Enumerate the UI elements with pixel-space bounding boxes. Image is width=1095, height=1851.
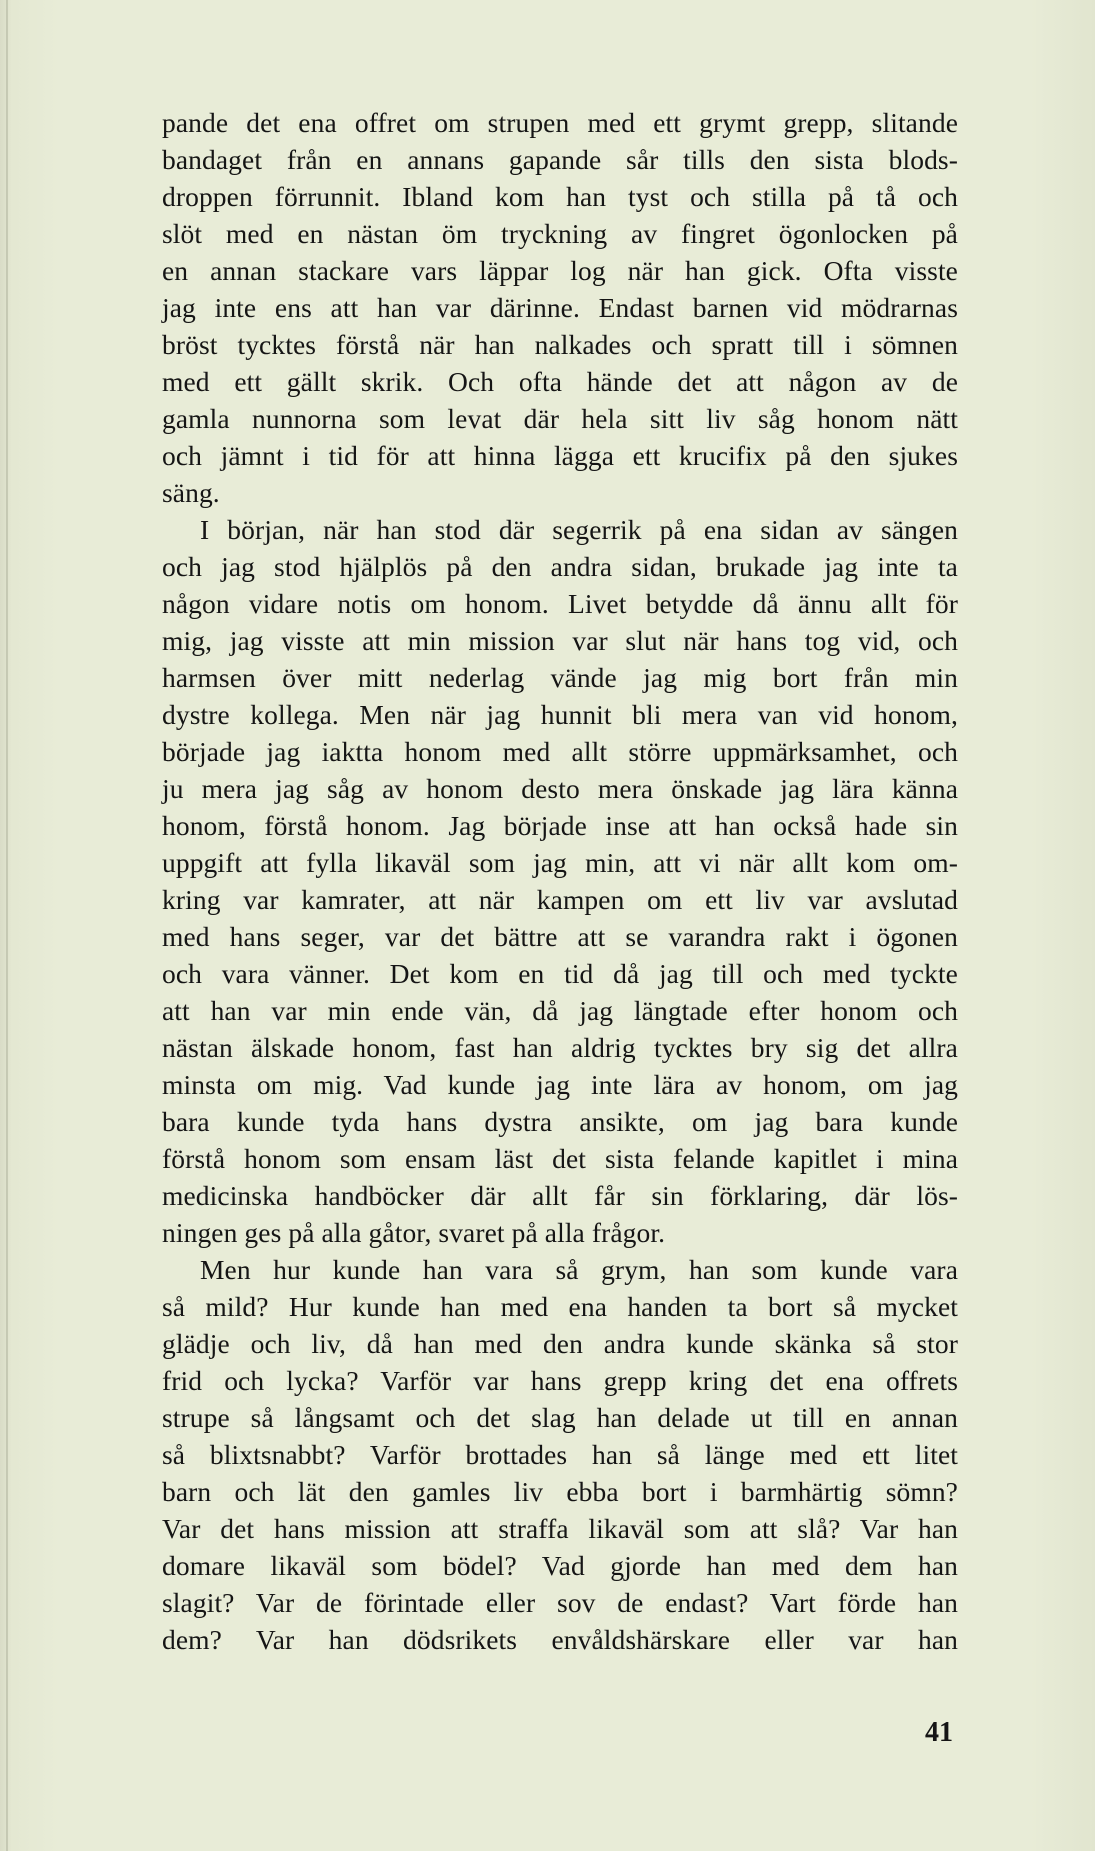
text-line: så blixtsnabbt? Varför brottades han så länge med ett litet	[162, 1439, 958, 1470]
text-line: och vara vänner. Det kom en tid då jag till och med tyckte	[162, 958, 958, 989]
text-line: honom, förstå honom. Jag började inse att han också hade sin	[162, 810, 958, 841]
text-line: att han var min ende vän, då jag längtade efter honom och	[162, 995, 958, 1026]
text-line: strupe så långsamt och det slag han delade ut till en annan	[162, 1402, 958, 1433]
text-line: dem? Var han dödsrikets envåldshärskare eller var han	[162, 1624, 958, 1655]
text-line: domare likaväl som bödel? Vad gjorde han med dem han	[162, 1550, 958, 1581]
page-gutter-edge	[6, 0, 8, 1851]
text-line: I början, när han stod där segerrik på ena sidan av sängen	[200, 514, 958, 545]
text-line: Var det hans mission att straffa likaväl som att slå? Var han	[162, 1513, 958, 1544]
text-line: dystre kollega. Men när jag hunnit bli mera van vid honom,	[162, 699, 958, 730]
text-line: nästan älskade honom, fast han aldrig tycktes bry sig det allra	[162, 1032, 958, 1063]
text-line: säng.	[162, 477, 220, 508]
text-line: barn och lät den gamles liv ebba bort i barmhärtig sömn?	[162, 1476, 958, 1507]
text-line: jag inte ens att han var därinne. Endast barnen vid mödrarnas	[162, 292, 958, 323]
text-line: Men hur kunde han vara så grym, han som kunde vara	[200, 1254, 958, 1285]
text-line: mig, jag visste att min mission var slut när hans tog vid, och	[162, 625, 958, 656]
text-line: medicinska handböcker där allt får sin förklaring, där lös-	[162, 1180, 958, 1211]
text-line: någon vidare notis om honom. Livet betydde då ännu allt för	[162, 588, 958, 619]
text-line: bröst tycktes förstå när han nalkades och spratt till i sömnen	[162, 329, 958, 360]
text-line: frid och lycka? Varför var hans grepp kring det ena offrets	[162, 1365, 958, 1396]
text-line: harmsen över mitt nederlag vände jag mig bort från min	[162, 662, 958, 693]
page-number: 41	[925, 1717, 953, 1748]
text-line: förstå honom som ensam läst det sista felande kapitlet i mina	[162, 1143, 958, 1174]
text-line: droppen förrunnit. Ibland kom han tyst och stilla på tå och	[162, 181, 958, 212]
text-line: kring var kamrater, att när kampen om ett liv var avslutad	[162, 884, 958, 915]
text-line: bandaget från en annans gapande sår tills den sista blods-	[162, 144, 958, 175]
text-line: bara kunde tyda hans dystra ansikte, om jag bara kunde	[162, 1106, 958, 1137]
text-line: slöt med en nästan öm tryckning av fingret ögonlocken på	[162, 218, 958, 249]
text-line: en annan stackare vars läppar log när han gick. Ofta visste	[162, 255, 958, 286]
text-line: med hans seger, var det bättre att se varandra rakt i ögonen	[162, 921, 958, 952]
text-line: och jämnt i tid för att hinna lägga ett krucifix på den sjukes	[162, 440, 958, 471]
body-text	[162, 104, 958, 1658]
text-line: gamla nunnorna som levat där hela sitt liv såg honom nätt	[162, 403, 958, 434]
text-line: med ett gällt skrik. Och ofta hände det att någon av de	[162, 366, 958, 397]
text-line: och jag stod hjälplös på den andra sidan, brukade jag inte ta	[162, 551, 958, 582]
text-line: ningen ges på alla gåtor, svaret på alla frågor.	[162, 1217, 666, 1248]
text-line: minsta om mig. Vad kunde jag inte lära av honom, om jag	[162, 1069, 958, 1100]
text-line: började jag iaktta honom med allt större uppmärksamhet, och	[162, 736, 958, 767]
text-line: uppgift att fylla likaväl som jag min, att vi när allt kom om-	[162, 847, 958, 878]
text-line: pande det ena offret om strupen med ett grymt grepp, slitande	[162, 107, 958, 138]
text-line: glädje och liv, då han med den andra kunde skänka så stor	[162, 1328, 958, 1359]
text-line: så mild? Hur kunde han med ena handen ta bort så mycket	[162, 1291, 958, 1322]
text-line: slagit? Var de förintade eller sov de endast? Vart förde han	[162, 1587, 958, 1618]
text-line: ju mera jag såg av honom desto mera önskade jag lära känna	[162, 773, 958, 804]
